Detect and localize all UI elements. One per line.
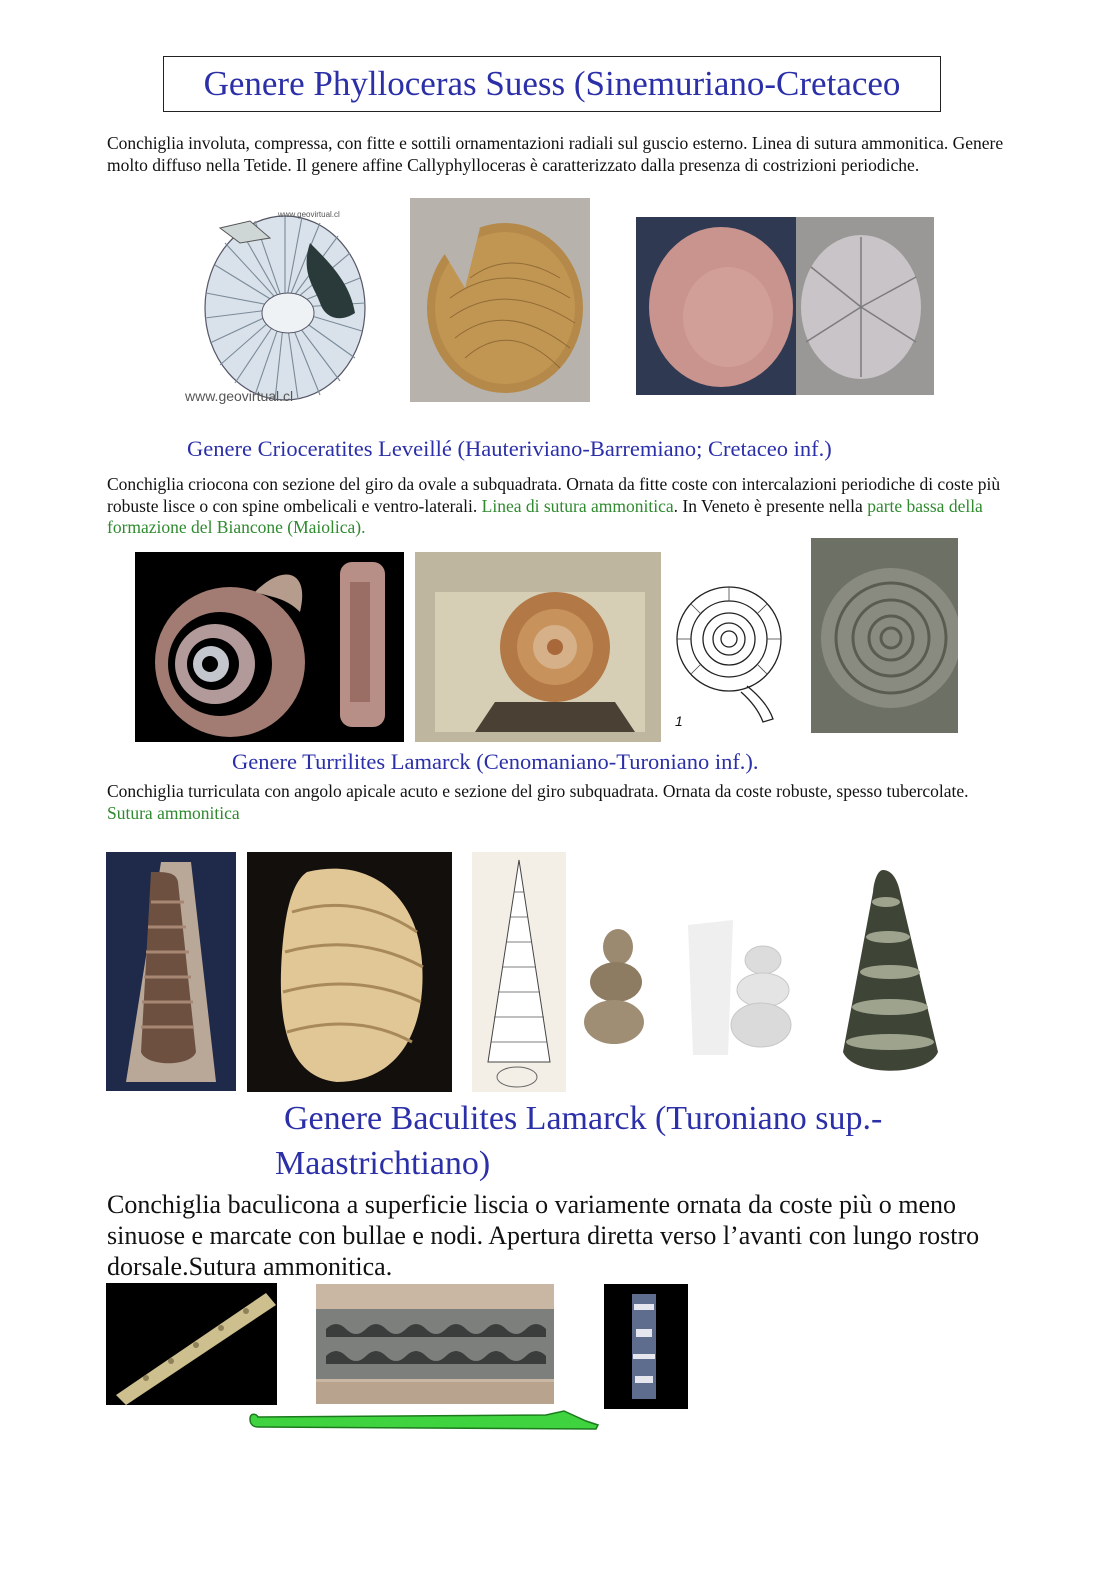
turrilites-photo-3 <box>576 922 664 1052</box>
baculites-photo-1 <box>106 1283 277 1405</box>
crioceratites-description <box>107 474 1007 539</box>
baculites-title-line2: Maastrichtiano) <box>275 1145 491 1182</box>
turrilites-photo-5 <box>828 862 953 1084</box>
phylloceras-image-caption-top: www.geovirtual.cl <box>278 210 340 219</box>
turrilites-title: Genere Turrilites Lamarck (Cenomaniano-Turoniano inf.). <box>232 749 759 774</box>
turrilites-desc-part1: Conchiglia turriculata con angolo apicale acuto e sezione del giro subquadrata. Ornata da coste robuste, spesso tubercolate. <box>107 781 969 801</box>
baculites-photo-3 <box>604 1284 688 1409</box>
phylloceras-photo <box>410 198 590 402</box>
phylloceras-description: Conchiglia involuta, compressa, con fitte e sottili ornamentazioni radiali sul guscio esterno. Linea di sutura ammonitica. Genere molto diffuso nella Tetide. Il genere affine Callyphylloceras è caratterizzato dalla presenza di costrizioni periodiche. <box>107 133 1004 175</box>
crioceratites-desc-green1: Linea di sutura ammonitica <box>481 495 674 516</box>
baculites-title <box>275 1096 975 1186</box>
turrilites-description <box>107 781 1007 824</box>
turrilites-photo-2 <box>247 852 452 1092</box>
baculites-title-line1: Genere Baculites Lamarck (Turoniano sup.- <box>284 1100 883 1137</box>
crioceratites-photo-3 <box>811 538 958 733</box>
phylloceras-title: Genere Phylloceras Suess (Sinemuriano-Cretaceo <box>203 64 901 103</box>
phylloceras-image-caption: www.geovirtual.cl <box>185 388 294 404</box>
crioceratites-desc-green2: parte bassa della formazione del Biancone (Maiolica). <box>107 495 983 537</box>
turrilites-drawing <box>472 852 566 1092</box>
crioceratites-desc-part1: Conchiglia criocona con sezione del giro da ovale a subquadrata. Ornata da fitte coste con intercalazioni periodiche di coste più robuste lisce o con spine ombelicali e ventro-laterali. <box>107 474 1001 516</box>
crioceratites-photo-2 <box>415 552 661 742</box>
crioceratites-photo-1 <box>135 552 404 742</box>
phylloceras-pair-photo <box>636 217 934 395</box>
baculites-description: Conchiglia baculicona a superficie liscia o variamente ornata da coste più o meno sinuose e marcate con bullae e nodi. Apertura diretta verso l’avanti con lungo rostro dorsale.Sutura ammonitica. <box>107 1190 980 1281</box>
turrilites-desc-green: Sutura ammonitica <box>107 802 240 823</box>
crioceratites-title: Genere Crioceratites Leveillé (Hauteriviano-Barremiano; Cretaceo inf.) <box>187 436 832 461</box>
baculites-green-sketch <box>246 1407 602 1433</box>
phylloceras-drawing-image <box>180 203 370 413</box>
crioceratites-figure-number: 1 <box>675 713 683 729</box>
crioceratites-desc-part2: . In Veneto è presente nella <box>673 495 868 516</box>
turrilites-photo-1 <box>106 852 236 1091</box>
turrilites-photo-4 <box>683 915 805 1065</box>
phylloceras-title-box <box>163 56 941 112</box>
baculites-photo-2 <box>316 1284 554 1404</box>
crioceratites-drawing <box>667 574 785 734</box>
